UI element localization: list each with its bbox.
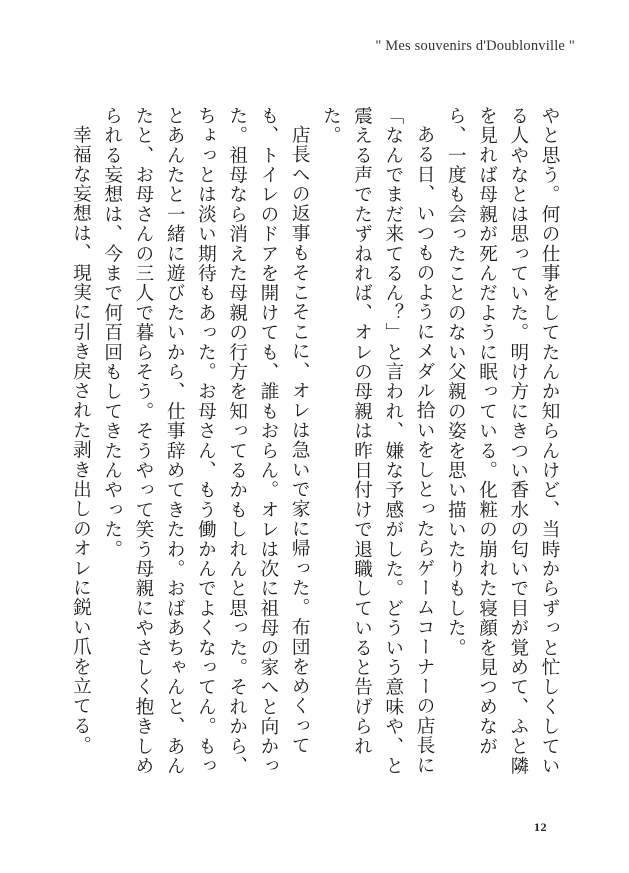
vertical-body-text bbox=[65, 106, 565, 786]
paragraph-4: 幸福な妄想は、現実に引き戻された剥き出しのオレに鋭い爪を立てる。 bbox=[70, 124, 92, 755]
paragraph-3: 店長への返事もそこそこに、オレは急いで家に帰った。布団をめくっても、トイレのドアを開けても、誰もおらん。オレは次に祖母の家へと向かった。祖母なら消えた母親の行方を知ってるかもしれんと思った。それから、ちょっとは淡い期待もあった。お母さん、もう働かんでよくなってん。もっとあんたと一緒に遊びたいから、仕事辞めてきたわ。おばあちゃんと、あんたと、お母さんの三人で暮らそう。そうやって笑う母親にやさしく抱きしめられる妄想は、今まで何百回もしてきたんやった。 bbox=[101, 106, 311, 776]
running-title: " Mes souvenirs d'Doublonville " bbox=[375, 38, 575, 54]
paragraph-1: やと思う。何の仕事をしてたんか知らんけど、当時からずっと忙しくしている人やなとは思っていた。明け方にきつい香水の匂いで目が覚めて、ふと隣を見れば母親が死んだように眠っている。化粧の崩れた寝顔を見つめながら、一度も会ったことのない父親の姿を思い描いたりもした。 bbox=[445, 106, 560, 776]
paragraph-2: ある日、いつものようにメダル拾いをしとったらゲームコーナーの店長に「なんでまだ来てるん？」と言われ、嫌な予感がした。どういう意味や、と震える声でたずねれば、オレの母親は昨日付けで退職していると告げられた。 bbox=[320, 106, 436, 776]
page-number: 12 bbox=[534, 820, 547, 834]
